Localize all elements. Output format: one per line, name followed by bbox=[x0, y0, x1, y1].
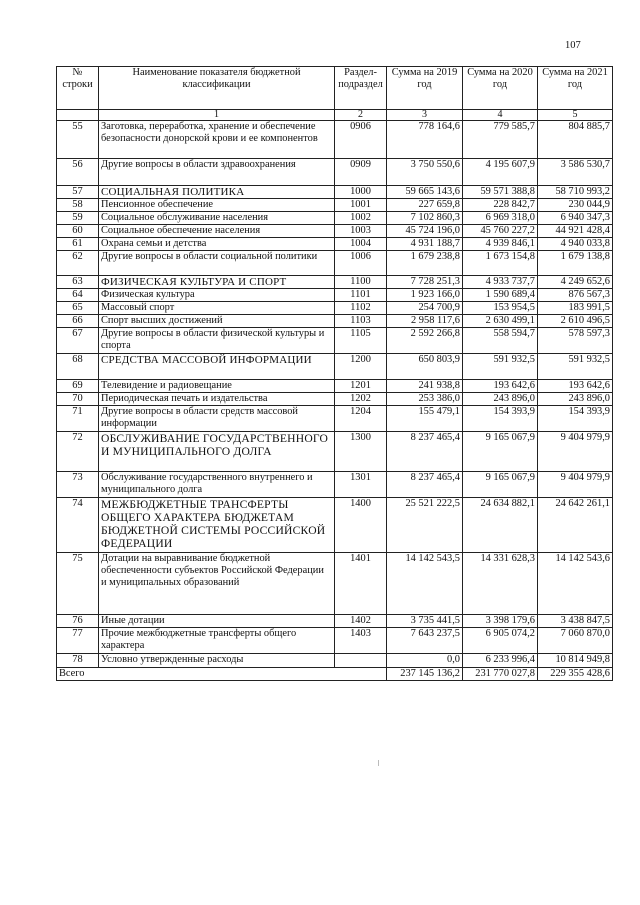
row-section-code: 1102 bbox=[335, 302, 387, 315]
row-sum-2021: 4 249 652,6 bbox=[538, 276, 613, 289]
row-indicator-name: Другие вопросы в области социальной политики bbox=[99, 251, 335, 276]
row-number: 67 bbox=[57, 328, 99, 354]
header-sum-2019: Сумма на 2019 год bbox=[387, 67, 463, 110]
row-sum-2021: 230 044,9 bbox=[538, 199, 613, 212]
row-indicator-name: Обслуживание государственного внутреннего и муниципального долга bbox=[99, 472, 335, 498]
row-sum-2020: 4 939 846,1 bbox=[463, 238, 538, 251]
row-sum-2021: 6 940 347,3 bbox=[538, 212, 613, 225]
row-sum-2019: 241 938,8 bbox=[387, 380, 463, 393]
row-sum-2019: 4 931 188,7 bbox=[387, 238, 463, 251]
row-section-code: 1101 bbox=[335, 289, 387, 302]
row-sum-2021: 591 932,5 bbox=[538, 354, 613, 380]
row-sum-2021: 876 567,3 bbox=[538, 289, 613, 302]
row-number: 62 bbox=[57, 251, 99, 276]
table-row bbox=[57, 553, 613, 615]
row-sum-2020: 14 331 628,3 bbox=[463, 553, 538, 615]
row-sum-2020: 6 969 318,0 bbox=[463, 212, 538, 225]
column-number-blank bbox=[57, 110, 99, 121]
row-number: 73 bbox=[57, 472, 99, 498]
row-indicator-name: Условно утвержденные расходы bbox=[99, 654, 335, 668]
row-sum-2021: 193 642,6 bbox=[538, 380, 613, 393]
column-number: 3 bbox=[387, 110, 463, 121]
row-section-code: 1004 bbox=[335, 238, 387, 251]
table-row bbox=[57, 328, 613, 354]
column-number: 5 bbox=[538, 110, 613, 121]
row-sum-2020: 6 233 996,4 bbox=[463, 654, 538, 668]
row-number: 56 bbox=[57, 159, 99, 186]
table-row bbox=[57, 393, 613, 406]
row-section-code: 1202 bbox=[335, 393, 387, 406]
row-sum-2019: 227 659,8 bbox=[387, 199, 463, 212]
row-sum-2021: 804 885,7 bbox=[538, 121, 613, 159]
row-indicator-name: Физическая культура bbox=[99, 289, 335, 302]
row-indicator-name: Дотации на выравнивание бюджетной обеспеченности субъектов Российской Федерации и муниципальных образований bbox=[99, 553, 335, 615]
table-row bbox=[57, 472, 613, 498]
header-row-number: № строки bbox=[57, 67, 99, 110]
row-sum-2020: 2 630 499,1 bbox=[463, 315, 538, 328]
row-number: 71 bbox=[57, 406, 99, 432]
column-number: 1 bbox=[99, 110, 335, 121]
row-sum-2019: 2 592 266,8 bbox=[387, 328, 463, 354]
row-sum-2019: 3 735 441,5 bbox=[387, 615, 463, 628]
table-row bbox=[57, 238, 613, 251]
table-body bbox=[57, 121, 613, 668]
page-number: 107 bbox=[565, 40, 581, 51]
table-row bbox=[57, 498, 613, 553]
row-sum-2021: 44 921 428,4 bbox=[538, 225, 613, 238]
row-sum-2019: 650 803,9 bbox=[387, 354, 463, 380]
table-row bbox=[57, 615, 613, 628]
scan-mark bbox=[378, 760, 379, 766]
column-number-row bbox=[57, 110, 613, 121]
row-indicator-name: ОБСЛУЖИВАНИЕ ГОСУДАРСТВЕННОГО И МУНИЦИПАЛЬНОГО ДОЛГА bbox=[99, 432, 335, 472]
row-sum-2021: 9 404 979,9 bbox=[538, 432, 613, 472]
row-indicator-name: Охрана семьи и детства bbox=[99, 238, 335, 251]
row-section-code: 1300 bbox=[335, 432, 387, 472]
table-row bbox=[57, 354, 613, 380]
row-sum-2020: 1 673 154,8 bbox=[463, 251, 538, 276]
row-indicator-name: Телевидение и радиовещание bbox=[99, 380, 335, 393]
header-sum-2021: Сумма на 2021 год bbox=[538, 67, 613, 110]
row-sum-2019: 155 479,1 bbox=[387, 406, 463, 432]
row-section-code: 0909 bbox=[335, 159, 387, 186]
table-row bbox=[57, 212, 613, 225]
row-number: 65 bbox=[57, 302, 99, 315]
row-number: 76 bbox=[57, 615, 99, 628]
table-row bbox=[57, 432, 613, 472]
row-sum-2020: 45 760 227,2 bbox=[463, 225, 538, 238]
row-section-code: 1105 bbox=[335, 328, 387, 354]
row-number: 66 bbox=[57, 315, 99, 328]
total-2021: 229 355 428,6 bbox=[538, 668, 613, 681]
row-sum-2019: 25 521 222,5 bbox=[387, 498, 463, 553]
row-number: 63 bbox=[57, 276, 99, 289]
row-indicator-name: Социальное обеспечение населения bbox=[99, 225, 335, 238]
header-indicator-name: Наименование показателя бюджетной классификации bbox=[99, 67, 335, 110]
table-row bbox=[57, 406, 613, 432]
total-2019: 237 145 136,2 bbox=[387, 668, 463, 681]
row-sum-2020: 24 634 882,1 bbox=[463, 498, 538, 553]
row-indicator-name: СРЕДСТВА МАССОВОЙ ИНФОРМАЦИИ bbox=[99, 354, 335, 380]
row-sum-2020: 59 571 388,8 bbox=[463, 186, 538, 199]
row-sum-2020: 4 933 737,7 bbox=[463, 276, 538, 289]
row-indicator-name: Периодическая печать и издательства bbox=[99, 393, 335, 406]
row-section-code: 1100 bbox=[335, 276, 387, 289]
row-section-code: 0906 bbox=[335, 121, 387, 159]
row-sum-2020: 3 398 179,6 bbox=[463, 615, 538, 628]
row-section-code: 1001 bbox=[335, 199, 387, 212]
row-sum-2020: 4 195 607,9 bbox=[463, 159, 538, 186]
row-indicator-name: Прочие межбюджетные трансферты общего характера bbox=[99, 628, 335, 654]
row-sum-2020: 1 590 689,4 bbox=[463, 289, 538, 302]
row-section-code: 1200 bbox=[335, 354, 387, 380]
row-indicator-name: Другие вопросы в области физической культуры и спорта bbox=[99, 328, 335, 354]
row-section-code: 1403 bbox=[335, 628, 387, 654]
row-sum-2020: 779 585,7 bbox=[463, 121, 538, 159]
row-sum-2020: 243 896,0 bbox=[463, 393, 538, 406]
row-sum-2021: 10 814 949,8 bbox=[538, 654, 613, 668]
row-sum-2019: 778 164,6 bbox=[387, 121, 463, 159]
column-number: 2 bbox=[335, 110, 387, 121]
row-indicator-name: МЕЖБЮДЖЕТНЫЕ ТРАНСФЕРТЫ ОБЩЕГО ХАРАКТЕРА БЮДЖЕТАМ БЮДЖЕТНОЙ СИСТЕМЫ РОССИЙСКОЙ ФЕДЕРАЦИИ bbox=[99, 498, 335, 553]
row-number: 69 bbox=[57, 380, 99, 393]
row-section-code: 1401 bbox=[335, 553, 387, 615]
row-sum-2021: 3 438 847,5 bbox=[538, 615, 613, 628]
row-section-code: 1002 bbox=[335, 212, 387, 225]
budget-table bbox=[56, 66, 613, 681]
row-section-code: 1103 bbox=[335, 315, 387, 328]
row-number: 74 bbox=[57, 498, 99, 553]
table-row bbox=[57, 380, 613, 393]
row-sum-2019: 59 665 143,6 bbox=[387, 186, 463, 199]
row-sum-2019: 8 237 465,4 bbox=[387, 432, 463, 472]
row-sum-2019: 1 923 166,0 bbox=[387, 289, 463, 302]
row-sum-2020: 9 165 067,9 bbox=[463, 472, 538, 498]
table-row bbox=[57, 251, 613, 276]
row-sum-2020: 193 642,6 bbox=[463, 380, 538, 393]
row-sum-2019: 254 700,9 bbox=[387, 302, 463, 315]
row-number: 68 bbox=[57, 354, 99, 380]
row-number: 70 bbox=[57, 393, 99, 406]
row-number: 59 bbox=[57, 212, 99, 225]
row-sum-2021: 578 597,3 bbox=[538, 328, 613, 354]
row-indicator-name: Другие вопросы в области средств массовой информации bbox=[99, 406, 335, 432]
row-section-code: 1000 bbox=[335, 186, 387, 199]
table-row bbox=[57, 186, 613, 199]
row-indicator-name: Пенсионное обеспечение bbox=[99, 199, 335, 212]
row-sum-2021: 9 404 979,9 bbox=[538, 472, 613, 498]
row-section-code bbox=[335, 654, 387, 668]
table-row bbox=[57, 199, 613, 212]
row-indicator-name: Другие вопросы в области здравоохранения bbox=[99, 159, 335, 186]
row-indicator-name: Иные дотации bbox=[99, 615, 335, 628]
row-number: 77 bbox=[57, 628, 99, 654]
row-number: 64 bbox=[57, 289, 99, 302]
row-sum-2019: 1 679 238,8 bbox=[387, 251, 463, 276]
row-indicator-name: Спорт высших достижений bbox=[99, 315, 335, 328]
total-row bbox=[57, 668, 613, 681]
row-sum-2021: 58 710 993,2 bbox=[538, 186, 613, 199]
row-sum-2021: 183 991,5 bbox=[538, 302, 613, 315]
row-sum-2019: 45 724 196,0 bbox=[387, 225, 463, 238]
header-section-code: Раздел-подраздел bbox=[335, 67, 387, 110]
table-row bbox=[57, 225, 613, 238]
row-number: 60 bbox=[57, 225, 99, 238]
row-sum-2019: 14 142 543,5 bbox=[387, 553, 463, 615]
table-row bbox=[57, 276, 613, 289]
row-sum-2020: 228 842,7 bbox=[463, 199, 538, 212]
row-indicator-name: Заготовка, переработка, хранение и обеспечение безопасности донорской крови и ее компонентов bbox=[99, 121, 335, 159]
table-row bbox=[57, 289, 613, 302]
row-sum-2021: 243 896,0 bbox=[538, 393, 613, 406]
header-sum-2020: Сумма на 2020 год bbox=[463, 67, 538, 110]
table-row bbox=[57, 654, 613, 668]
row-sum-2020: 9 165 067,9 bbox=[463, 432, 538, 472]
row-indicator-name: Массовый спорт bbox=[99, 302, 335, 315]
total-label: Всего bbox=[57, 668, 387, 681]
row-sum-2020: 591 932,5 bbox=[463, 354, 538, 380]
row-section-code: 1204 bbox=[335, 406, 387, 432]
row-section-code: 1301 bbox=[335, 472, 387, 498]
row-section-code: 1003 bbox=[335, 225, 387, 238]
table-header-row bbox=[57, 67, 613, 110]
row-sum-2021: 14 142 543,6 bbox=[538, 553, 613, 615]
row-sum-2021: 4 940 033,8 bbox=[538, 238, 613, 251]
row-indicator-name: Социальное обслуживание населения bbox=[99, 212, 335, 225]
row-indicator-name: СОЦИАЛЬНАЯ ПОЛИТИКА bbox=[99, 186, 335, 199]
row-indicator-name: ФИЗИЧЕСКАЯ КУЛЬТУРА И СПОРТ bbox=[99, 276, 335, 289]
row-sum-2020: 154 393,9 bbox=[463, 406, 538, 432]
row-sum-2019: 3 750 550,6 bbox=[387, 159, 463, 186]
row-sum-2020: 558 594,7 bbox=[463, 328, 538, 354]
row-sum-2019: 7 643 237,5 bbox=[387, 628, 463, 654]
row-sum-2021: 154 393,9 bbox=[538, 406, 613, 432]
row-sum-2019: 0,0 bbox=[387, 654, 463, 668]
row-sum-2021: 2 610 496,5 bbox=[538, 315, 613, 328]
row-number: 57 bbox=[57, 186, 99, 199]
row-sum-2021: 1 679 138,8 bbox=[538, 251, 613, 276]
row-sum-2019: 7 102 860,3 bbox=[387, 212, 463, 225]
table-row bbox=[57, 121, 613, 159]
row-sum-2020: 6 905 074,2 bbox=[463, 628, 538, 654]
row-sum-2020: 153 954,5 bbox=[463, 302, 538, 315]
table-row bbox=[57, 315, 613, 328]
row-section-code: 1400 bbox=[335, 498, 387, 553]
row-section-code: 1006 bbox=[335, 251, 387, 276]
row-number: 78 bbox=[57, 654, 99, 668]
row-sum-2021: 24 642 261,1 bbox=[538, 498, 613, 553]
row-section-code: 1402 bbox=[335, 615, 387, 628]
table-row bbox=[57, 302, 613, 315]
row-sum-2019: 253 386,0 bbox=[387, 393, 463, 406]
row-sum-2019: 2 958 117,6 bbox=[387, 315, 463, 328]
table-row bbox=[57, 628, 613, 654]
row-number: 75 bbox=[57, 553, 99, 615]
row-number: 72 bbox=[57, 432, 99, 472]
row-number: 55 bbox=[57, 121, 99, 159]
row-sum-2019: 8 237 465,4 bbox=[387, 472, 463, 498]
row-sum-2019: 7 728 251,3 bbox=[387, 276, 463, 289]
table-row bbox=[57, 159, 613, 186]
row-number: 61 bbox=[57, 238, 99, 251]
column-number: 4 bbox=[463, 110, 538, 121]
row-number: 58 bbox=[57, 199, 99, 212]
total-2020: 231 770 027,8 bbox=[463, 668, 538, 681]
row-sum-2021: 3 586 530,7 bbox=[538, 159, 613, 186]
row-section-code: 1201 bbox=[335, 380, 387, 393]
row-sum-2021: 7 060 870,0 bbox=[538, 628, 613, 654]
